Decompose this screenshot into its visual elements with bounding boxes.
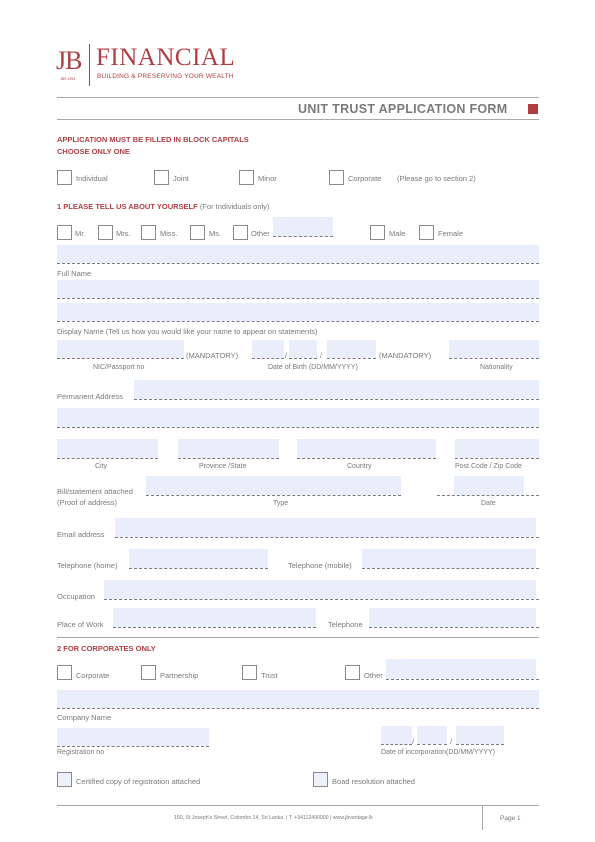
full-name-label: Full Name (57, 269, 92, 278)
corporate-note: (Please go to section 2) (397, 174, 476, 183)
work-telephone-label: Telephone (328, 620, 363, 629)
dob-year-underline (327, 358, 376, 359)
nationality-field[interactable] (449, 340, 539, 358)
dob-label: Date of Birth (DD/MM/YYYY) (268, 364, 358, 371)
dob-month-field[interactable] (289, 340, 317, 358)
minor-checkbox[interactable] (239, 170, 254, 185)
other-title-checkbox[interactable] (233, 225, 248, 240)
form-title: UNIT TRUST APPLICATION FORM (298, 102, 508, 116)
post-code-underline (455, 458, 539, 459)
nic-mandatory-label: (MANDATORY) (186, 351, 239, 360)
province-underline (178, 458, 279, 459)
tel-home-underline (129, 568, 268, 569)
place-of-work-label: Place of Work (57, 620, 104, 629)
incorp-sep-2: / (450, 737, 453, 746)
registration-no-underline (57, 746, 209, 747)
cert-copy-checkbox[interactable] (57, 772, 72, 787)
male-checkbox[interactable] (370, 225, 385, 240)
email-field[interactable] (115, 518, 536, 537)
partnership-label: Partnership (160, 671, 199, 680)
female-checkbox[interactable] (419, 225, 434, 240)
header-top-rule (57, 97, 539, 98)
bill-type-label: Type (273, 500, 289, 507)
dob-mandatory-label: (MANDATORY) (379, 351, 432, 360)
ms-checkbox[interactable] (190, 225, 205, 240)
dob-month-underline (289, 358, 317, 359)
other-corp-field[interactable] (386, 659, 536, 679)
display-name-label: Display Name (Tell us how you would like your name to appear on statements) (57, 327, 318, 336)
occupation-field[interactable] (104, 580, 536, 599)
city-label: City (95, 463, 108, 470)
other-corp-label: Other (364, 671, 383, 680)
instruction-choose-one: CHOOSE ONLY ONE (57, 147, 130, 156)
email-label: Email address (57, 530, 105, 539)
incorp-day-field[interactable] (381, 726, 415, 746)
permanent-address-field-2[interactable] (57, 408, 539, 427)
place-of-work-field[interactable] (113, 608, 316, 627)
dob-sep-1: / (285, 351, 288, 360)
partnership-checkbox[interactable] (141, 665, 156, 680)
individual-label: Individual (76, 174, 108, 183)
bill-type-underline (146, 495, 401, 496)
joint-checkbox[interactable] (154, 170, 169, 185)
display-name-underline-2 (57, 321, 539, 322)
footer-rule (57, 805, 539, 806)
logo-initials: JB (56, 46, 82, 75)
display-name-field-1[interactable] (57, 280, 539, 298)
post-code-label: Post Code / Zip Code (455, 463, 522, 470)
mr-checkbox[interactable] (57, 225, 72, 240)
email-underline (115, 537, 539, 538)
nic-field[interactable] (57, 340, 184, 358)
footer-address: 150, St Joseph's Street, Colombo 14, Sri Lanka. | T: +94112490900 | www.jbvantage.lk (174, 815, 373, 821)
permanent-address-underline-1 (134, 399, 539, 400)
country-field[interactable] (297, 439, 436, 458)
post-code-field[interactable] (455, 439, 539, 458)
dob-year-field[interactable] (327, 340, 376, 358)
incorp-month-field[interactable] (417, 726, 447, 744)
corporate-type-checkbox[interactable] (329, 170, 344, 185)
corporate-checkbox[interactable] (57, 665, 72, 680)
nic-label: NIC/Passport no (93, 364, 145, 371)
bill-date-label: Date (481, 500, 496, 507)
incorp-day-underline (381, 744, 412, 745)
brand-tagline: BUILDING & PRESERVING YOUR WEALTH (97, 73, 234, 80)
other-title-underline (273, 236, 333, 237)
logo-divider (89, 44, 90, 86)
place-of-work-underline (113, 627, 316, 628)
work-telephone-underline (369, 627, 539, 628)
trust-label: Trust (261, 671, 278, 680)
company-name-label: Company Name (57, 713, 112, 722)
permanent-address-label: Permanent Address (57, 392, 123, 401)
male-label: Male (389, 229, 406, 238)
tel-mobile-field[interactable] (362, 549, 536, 568)
tel-mobile-label: Telephone (mobile) (288, 561, 352, 570)
bill-attached-label: Bill/statement attached (57, 487, 133, 496)
section1-note: (For Individuals only) (199, 202, 270, 211)
board-resolution-label: Boad resolution attached (332, 777, 415, 786)
province-field[interactable] (178, 439, 279, 458)
bill-date-field[interactable] (454, 476, 524, 495)
section1-heading: 1 PLEASE TELL US ABOUT YOURSELF (57, 202, 198, 211)
bill-type-field[interactable] (146, 476, 401, 495)
female-label: Female (438, 229, 464, 238)
registration-no-label: Registration no (57, 749, 105, 756)
corporate-label: Corporate (76, 671, 110, 680)
date-incorporation-label: Date of incorporation(DD/MM/YYYY) (381, 749, 495, 756)
miss-checkbox[interactable] (141, 225, 156, 240)
miss-label: Miss. (160, 229, 178, 238)
mrs-checkbox[interactable] (98, 225, 113, 240)
display-name-field-2[interactable] (57, 303, 539, 321)
section2-title: 2 FOR CORPORATES ONLY (57, 644, 156, 653)
city-field[interactable] (57, 439, 158, 458)
registration-no-field[interactable] (57, 728, 209, 746)
corporate-type-label: Corporate (348, 174, 382, 183)
instruction-block-capitals: APPLICATION MUST BE FILLED IN BLOCK CAPITALS (57, 135, 249, 144)
mrs-label: Mrs. (116, 229, 131, 238)
bill-date-underline (437, 495, 539, 496)
incorp-sep-1: / (412, 737, 415, 746)
company-logo (56, 44, 246, 88)
country-label: Country (347, 463, 372, 470)
country-underline (297, 458, 436, 459)
minor-label: Minor (258, 174, 277, 183)
permanent-address-underline-2 (57, 427, 539, 428)
incorp-month-underline (417, 744, 447, 745)
mr-label: Mr. (75, 229, 86, 238)
company-name-underline (57, 708, 539, 709)
display-name-underline-1 (57, 298, 539, 299)
proof-of-address-label: (Proof of address) (57, 498, 118, 507)
other-corp-underline (386, 679, 539, 680)
dob-sep-2: / (320, 351, 323, 360)
province-label: Province /State (199, 463, 247, 470)
tel-mobile-underline (362, 568, 539, 569)
permanent-address-field-1[interactable] (134, 380, 539, 399)
work-telephone-field[interactable] (369, 608, 536, 627)
section2-divider (57, 637, 539, 638)
dob-day-underline (252, 358, 284, 359)
full-name-field[interactable] (57, 245, 539, 263)
full-name-underline (57, 263, 539, 264)
other-title-label: Other (251, 229, 270, 238)
company-name-field[interactable] (57, 690, 539, 708)
footer-divider (482, 806, 483, 830)
incorp-year-field[interactable] (456, 726, 504, 744)
section1-title (57, 202, 269, 211)
nic-underline (57, 358, 184, 359)
header-bottom-rule (57, 119, 539, 120)
trust-checkbox[interactable] (242, 665, 257, 680)
nationality-label: Nationality (480, 364, 513, 371)
individual-checkbox[interactable] (57, 170, 72, 185)
occupation-underline (104, 599, 539, 600)
cert-copy-label: Certified copy of registration attached (76, 777, 201, 786)
board-resolution-checkbox[interactable] (313, 772, 328, 787)
dob-day-field[interactable] (252, 340, 284, 358)
tel-home-field[interactable] (129, 549, 268, 568)
logo-small-text: JBS 1994 (60, 77, 76, 81)
title-square-icon (528, 104, 538, 114)
city-underline (57, 458, 158, 459)
tel-home-label: Telephone (home) (57, 561, 118, 570)
page-number: Page 1 (500, 815, 521, 822)
brand-name: FINANCIAL (96, 44, 236, 71)
ms-label: Ms. (209, 229, 222, 238)
joint-label: Joint (173, 174, 189, 183)
occupation-label: Occupation (57, 592, 95, 601)
incorp-year-underline (456, 744, 504, 745)
other-title-field[interactable] (273, 217, 333, 237)
nationality-underline (449, 358, 539, 359)
other-corp-checkbox[interactable] (345, 665, 360, 680)
